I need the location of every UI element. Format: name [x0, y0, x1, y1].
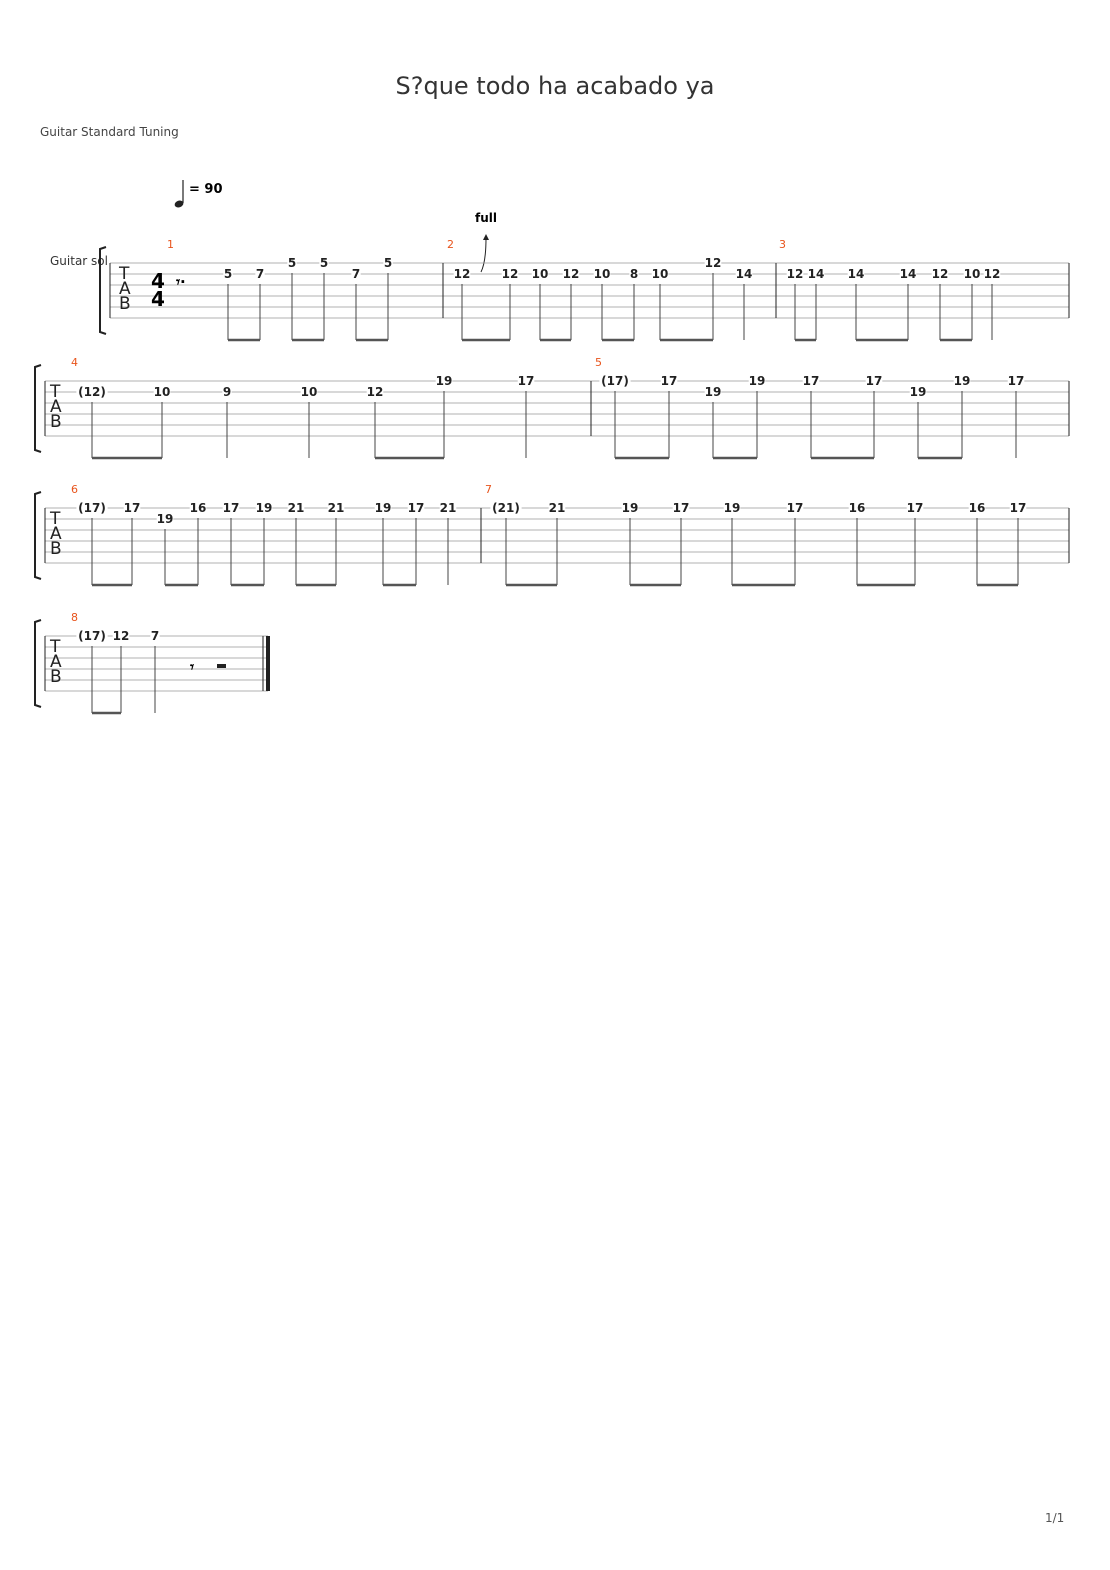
fret-number: (17): [601, 374, 629, 388]
fret-number: 10: [651, 267, 669, 281]
time-signature-bottom: 4: [151, 287, 165, 311]
fret-number: 17: [222, 501, 240, 515]
fret-number: 17: [407, 501, 425, 515]
fret-number: 10: [593, 267, 611, 281]
tab-system: [35, 611, 268, 713]
half-rest-icon: [217, 664, 226, 668]
tab-clef-letter: A: [119, 279, 131, 299]
fret-number: 17: [802, 374, 820, 388]
system-bracket: [35, 620, 41, 707]
measure-number: 5: [595, 356, 602, 369]
fret-number: 12: [786, 267, 804, 281]
time-signature-top: 4: [151, 269, 165, 293]
fret-number: 14: [807, 267, 825, 281]
fret-number: 16: [189, 501, 207, 515]
fret-number: (17): [78, 629, 106, 643]
tab-clef-letter: B: [50, 539, 62, 559]
song-title: S?que todo ha acabado ya: [395, 72, 715, 100]
fret-number: 17: [786, 501, 804, 515]
fret-number: 17: [1007, 374, 1025, 388]
fret-number: 12: [112, 629, 130, 643]
fret-number: 5: [319, 256, 329, 270]
fret-number: 19: [374, 501, 392, 515]
tab-clef-letter: A: [50, 397, 62, 417]
page-number: 1/1: [1045, 1511, 1065, 1525]
tab-system: [35, 356, 1069, 458]
fret-number: 12: [562, 267, 580, 281]
fret-number: 12: [983, 267, 1001, 281]
bend-label: full: [475, 211, 497, 225]
fret-number: 14: [847, 267, 865, 281]
tab-clef-letter: B: [119, 294, 131, 314]
measure-number: 2: [447, 238, 454, 251]
tab-clef-letter: A: [50, 524, 62, 544]
track-name: Guitar sol: [50, 254, 108, 268]
fret-number: 16: [968, 501, 986, 515]
fret-number: 10: [153, 385, 171, 399]
fret-number: 17: [672, 501, 690, 515]
system-bracket: [35, 365, 41, 452]
fret-number: 10: [963, 267, 981, 281]
tempo-marking: [174, 180, 223, 209]
fret-number: 5: [223, 267, 233, 281]
bend-arrow-icon: [481, 238, 486, 272]
measure-number: 3: [779, 238, 786, 251]
rest-icon: 𝄾: [190, 658, 194, 676]
fret-number: 19: [156, 512, 174, 526]
system-bracket: [35, 492, 41, 579]
fret-number: 17: [906, 501, 924, 515]
tab-system: [35, 483, 1069, 585]
fret-number: 21: [327, 501, 345, 515]
fret-number: 19: [255, 501, 273, 515]
fret-number: 14: [899, 267, 917, 281]
fret-number: 7: [351, 267, 361, 281]
tab-clef-letter: T: [50, 382, 61, 402]
fret-number: 12: [704, 256, 722, 270]
fret-number: 5: [287, 256, 297, 270]
measure-number: 8: [71, 611, 78, 624]
fret-number: 19: [723, 501, 741, 515]
fret-number: 12: [453, 267, 471, 281]
tab-clef-letter: T: [50, 509, 61, 529]
fret-number: 12: [931, 267, 949, 281]
tuning-label: Guitar Standard Tuning: [40, 125, 179, 139]
tab-clef-letter: A: [50, 652, 62, 672]
fret-number: 21: [287, 501, 305, 515]
fret-number: 17: [660, 374, 678, 388]
fret-number: 21: [548, 501, 566, 515]
tab-clef-letter: T: [50, 637, 61, 657]
fret-number: 19: [953, 374, 971, 388]
fret-number: 19: [748, 374, 766, 388]
measure-number: 1: [167, 238, 174, 251]
fret-number: 10: [300, 385, 318, 399]
fret-number: (21): [492, 501, 520, 515]
fret-number: (17): [78, 501, 106, 515]
fret-number: 7: [255, 267, 265, 281]
tab-clef-letter: T: [119, 264, 130, 284]
measure-number: 7: [485, 483, 492, 496]
fret-number: 21: [439, 501, 457, 515]
fret-number: 19: [909, 385, 927, 399]
rest-icon: 𝄾·: [176, 273, 186, 291]
fret-number: 9: [222, 385, 232, 399]
fret-number: 19: [621, 501, 639, 515]
fret-number: 19: [435, 374, 453, 388]
fret-number: 17: [1009, 501, 1027, 515]
fret-number: 17: [123, 501, 141, 515]
measure-number: 4: [71, 356, 78, 369]
fret-number: 16: [848, 501, 866, 515]
tempo-text: = 90: [189, 182, 223, 197]
fret-number: 8: [629, 267, 639, 281]
fret-number: (12): [78, 385, 106, 399]
fret-number: 14: [735, 267, 753, 281]
fret-number: 17: [865, 374, 883, 388]
tab-clef-letter: B: [50, 667, 62, 687]
tab-system: [100, 238, 1069, 340]
tab-clef-letter: B: [50, 412, 62, 432]
fret-number: 12: [501, 267, 519, 281]
fret-number: 12: [366, 385, 384, 399]
fret-number: 10: [531, 267, 549, 281]
fret-number: 5: [383, 256, 393, 270]
fret-number: 17: [517, 374, 535, 388]
measure-number: 6: [71, 483, 78, 496]
fret-number: 7: [150, 629, 160, 643]
fret-number: 19: [704, 385, 722, 399]
